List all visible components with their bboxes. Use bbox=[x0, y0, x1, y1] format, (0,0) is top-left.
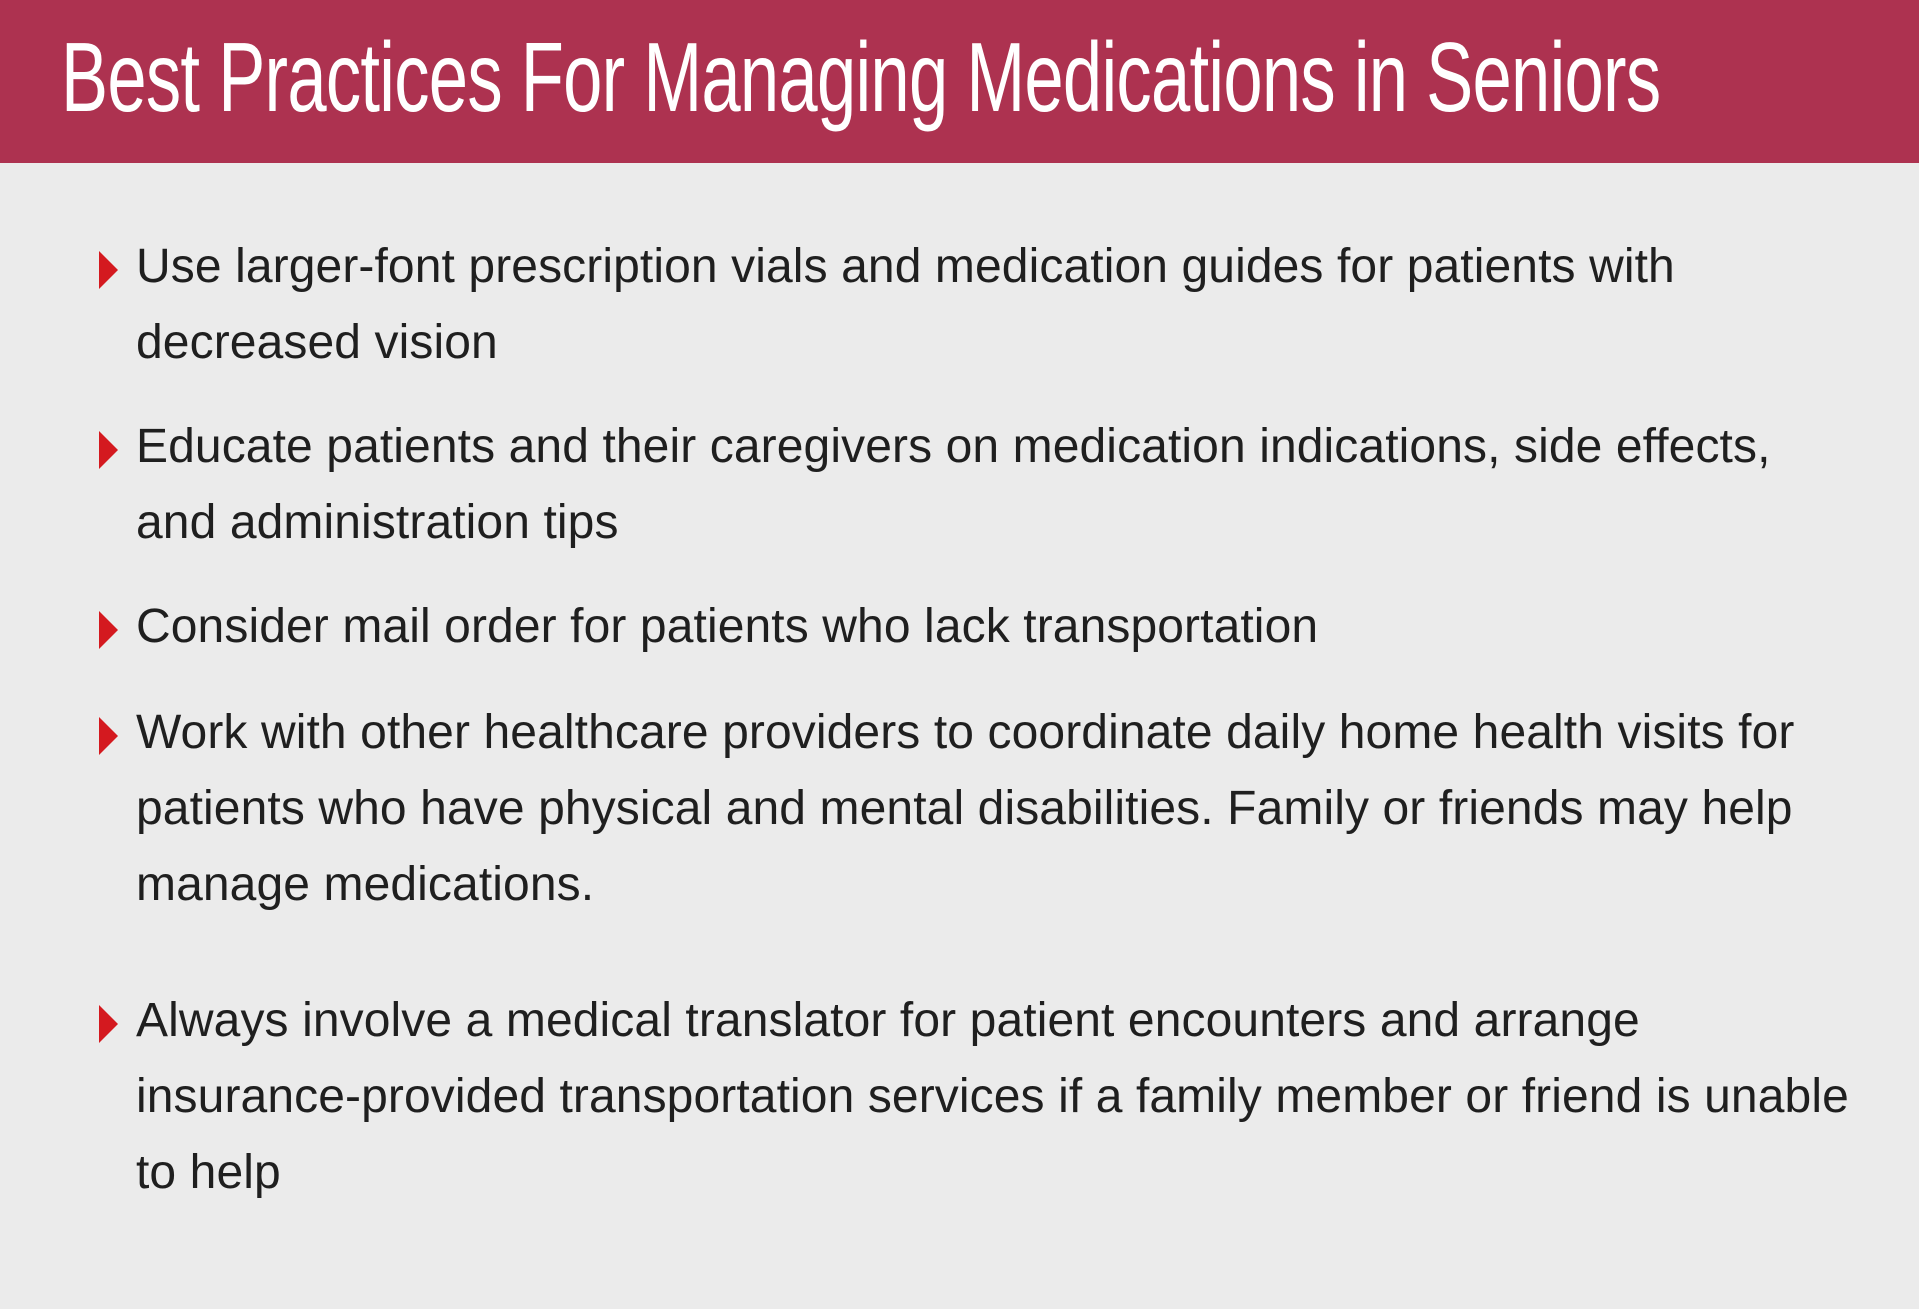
page-title: Best Practices For Managing Medications in Seniors bbox=[61, 22, 1661, 132]
practice-text: Educate patients and their caregivers on medication indications, side effects, and administration tips bbox=[136, 420, 1771, 549]
practice-text: Always involve a medical translator for patient encounters and arrange insurance-provided transportation services if a family member or friend is unable to help bbox=[136, 994, 1849, 1199]
practice-text: Work with other healthcare providers to coordinate daily home health visits for patients who have physical and mental disabilities. Family or friends may help manage medications. bbox=[136, 706, 1795, 911]
right-triangle-icon bbox=[99, 717, 118, 755]
right-triangle-icon bbox=[99, 251, 118, 289]
right-triangle-icon bbox=[99, 1005, 118, 1043]
right-triangle-icon bbox=[99, 611, 118, 649]
practice-text: Use larger-font prescription vials and medication guides for patients with decreased vision bbox=[136, 240, 1675, 369]
title-banner bbox=[0, 0, 1919, 163]
practice-text: Consider mail order for patients who lack transportation bbox=[136, 600, 1319, 653]
right-triangle-icon bbox=[99, 431, 118, 469]
